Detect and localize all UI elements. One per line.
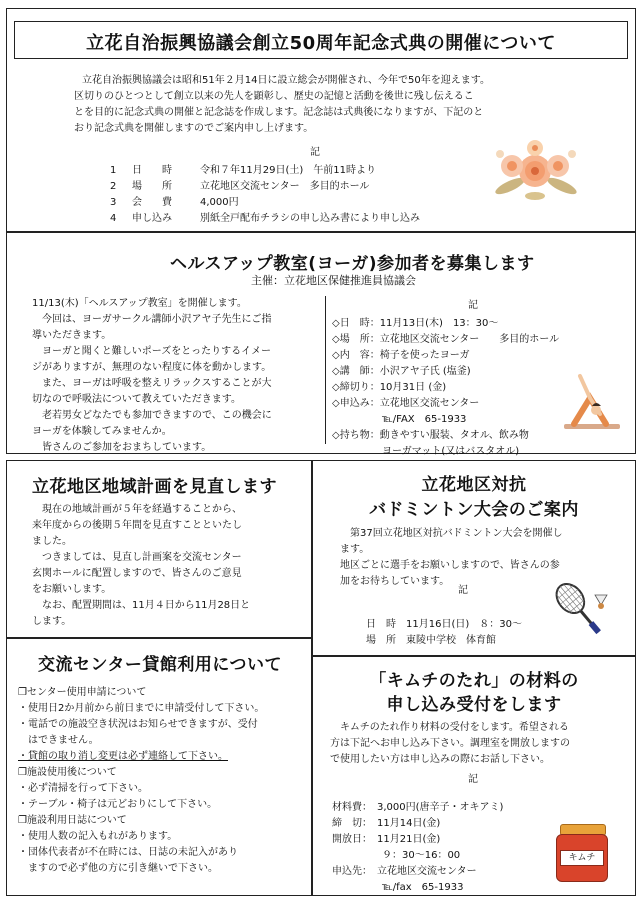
yoga-detail-line: ℡/FAX 65-1933 bbox=[332, 414, 467, 425]
item-label: 日 時 bbox=[132, 165, 172, 176]
rental-line: ・必ず清掃を行って下さい。 bbox=[18, 783, 148, 794]
jar-label: キムチ bbox=[560, 850, 604, 866]
kimchi-body-line: キムチのたれ作り材料の受付をします。希望される bbox=[330, 722, 569, 733]
plan-body-line: します。 bbox=[32, 616, 72, 627]
yoga-detail-line: ◇日 時：11月13日(木) 13：30～ bbox=[332, 318, 499, 329]
rental-line: ・テーブル・椅子は元どおりにして下さい。 bbox=[18, 799, 218, 810]
badminton-body-line: 加をお待ちしています。 bbox=[340, 576, 450, 587]
rental-line: ・団体代表者が不在時には、日誌の未記入があり bbox=[18, 847, 238, 858]
rental-line: ・使用人数の記入もれがあります。 bbox=[18, 831, 178, 842]
yoga-body-line: 11/13(木)「ヘルスアップ教室」を開催します。 bbox=[32, 298, 247, 309]
yoga-detail-line: ◇場 所：立花地区交流センター 多目的ホール bbox=[332, 334, 560, 345]
rental-line-emphasis: ・貸館の取り消し変更は必ず連絡して下さい。 bbox=[18, 751, 228, 762]
rental-line: ますので必ず他の方に引き継いで下さい。 bbox=[18, 863, 218, 874]
kimchi-jar-illustration bbox=[556, 824, 608, 882]
rental-line: ❐センター使用申請について bbox=[18, 687, 147, 698]
plan-body-line: なお、配置期間は、11月４日から11月28日と bbox=[32, 600, 251, 611]
item-label: 申し込み bbox=[132, 213, 172, 224]
anniversary-intro-line: とを目的に記念式典の開催と記念誌を作成します。記念誌は式典後になりますが、下記のと bbox=[74, 107, 484, 118]
plan-body-line: つきましては、見直し計画案を交流センター bbox=[32, 552, 242, 563]
badminton-detail-place: 場 所 東陵中学校 体育館 bbox=[366, 635, 496, 646]
anniversary-intro-line: おり記念式典を開催しますのでご案内申し上げます。 bbox=[74, 123, 314, 134]
yoga-body-line: 老若男女どなたでも参加できますので、この機会に bbox=[32, 410, 272, 421]
kimchi-detail-line: 材料費： 3,000円(唐辛子・オキアミ) bbox=[332, 802, 504, 813]
yoga-detail-line: ◇内 容：椅子を使ったヨーガ bbox=[332, 350, 470, 361]
rental-line: ・電話での施設空き状況はお知らせできますが、受付 bbox=[18, 719, 258, 730]
rental-title: 交流センター貸館利用について bbox=[38, 655, 282, 675]
yoga-divider bbox=[325, 296, 326, 444]
yoga-body-line: ヨーガと聞くと難しいポーズをとったりするイメー bbox=[32, 346, 271, 357]
yoga-ki: 記 bbox=[468, 300, 478, 311]
yoga-organizer: 主催：立花地区保健推進員協議会 bbox=[251, 274, 416, 287]
rental-line: ・使用日2か月前から前日までに申請受付して下さい。 bbox=[18, 703, 265, 714]
item-value: 4,000円 bbox=[200, 197, 239, 208]
badminton-ki: 記 bbox=[458, 585, 468, 596]
kimchi-ki: 記 bbox=[468, 774, 478, 785]
item-value: 令和７年11月29日(土) 午前11時より bbox=[200, 165, 376, 176]
plan-body-line: ました。 bbox=[32, 536, 72, 547]
kimchi-title-line1: 「キムチのたれ」の材料の bbox=[369, 671, 579, 691]
badminton-title-line1: 立花地区対抗 bbox=[421, 475, 527, 495]
anniversary-intro-line: 立花自治振興協議会は昭和51年２月14日に設立総会が開催され、今年で50年を迎えます。 bbox=[82, 75, 490, 86]
kimchi-body-line: 方は下記へお申し込み下さい。調理室を開放しますの bbox=[330, 738, 570, 749]
rental-line: はできません。 bbox=[18, 735, 99, 746]
kimchi-detail-line: 申込先： 立花地区交流センター bbox=[332, 866, 477, 877]
yoga-body-line: ジがありますが、無理のない程度に体を動かします。 bbox=[32, 362, 272, 373]
yoga-body-line: ヨーガを体験してみませんか。 bbox=[32, 426, 172, 437]
yoga-body-line: また、ヨーガは呼吸を整えリラックスすることが大 bbox=[32, 378, 272, 389]
badminton-detail-date: 日 時 11月16日(日) ８：30～ bbox=[366, 619, 522, 630]
rental-line: ❐施設利用日誌について bbox=[18, 815, 127, 826]
yoga-detail-line: ヨーガマット(又はバスタオル) bbox=[332, 446, 520, 457]
badminton-racket-icon bbox=[545, 575, 615, 645]
anniversary-intro-line: 区切りのひとつとして創立以来の先人を顕彰し、歴史の記憶と活動を後世に残し伝えるこ bbox=[74, 91, 474, 102]
yoga-detail-line: ◇申込み：立花地区交流センター bbox=[332, 398, 480, 409]
yoga-body-line: 切なので呼吸法について教えていただきます。 bbox=[32, 394, 241, 405]
item-label: 会 費 bbox=[132, 197, 172, 208]
kimchi-body-line: で使用したい方は申し込みの際にお話し下さい。 bbox=[330, 754, 550, 765]
item-number: 2 bbox=[110, 181, 117, 192]
badminton-body-line: ます。 bbox=[340, 544, 370, 555]
kimchi-detail-line: ℡/fax 65-1933 bbox=[332, 882, 464, 893]
yoga-detail-line: ◇講 師：小沢アヤ子氏 (塩釜) bbox=[332, 366, 471, 377]
item-number: 3 bbox=[110, 197, 117, 208]
item-value: 立花地区交流センター 多目的ホール bbox=[200, 181, 370, 192]
kimchi-detail-line: 締 切： 11月14日(金) bbox=[332, 818, 441, 829]
item-number: 1 bbox=[110, 165, 117, 176]
yoga-detail-line: ◇持ち物：動きやすい服装、タオル、飲み物 bbox=[332, 430, 529, 441]
plan-body-line: 玄関ホールに配置しますので、皆さんのご意見 bbox=[32, 568, 242, 579]
kimchi-detail-line: 開放日： 11月21日(金) bbox=[332, 834, 441, 845]
item-value: 別紙全戸配布チラシの申し込み書により申し込み bbox=[200, 213, 420, 224]
yoga-body-line: 今回は、ヨーガサークル講師小沢アヤ子先生にご指 bbox=[32, 314, 272, 325]
badminton-body-line: 第37回立花地区対抗バドミントン大会を開催し bbox=[340, 528, 563, 539]
plan-title: 立花地区地域計画を見直します bbox=[32, 477, 277, 497]
yoga-body-line: 導いただきます。 bbox=[32, 330, 112, 341]
yoga-pose-illustration bbox=[560, 370, 622, 432]
yoga-body-line: 皆さんのご参加をおまちしています。 bbox=[32, 442, 212, 453]
anniversary-title: 立花自治振興協議会創立50周年記念式典の開催について bbox=[86, 33, 556, 54]
item-label: 場 所 bbox=[132, 181, 172, 192]
plan-body-line: をお願いします。 bbox=[32, 584, 112, 595]
badminton-body-line: 地区ごとに選手をお願いしますので、皆さんの参 bbox=[340, 560, 560, 571]
anniversary-ki: 記 bbox=[310, 147, 320, 158]
kimchi-detail-line: ９：30～16：00 bbox=[332, 850, 461, 861]
plan-body-line: 来年度からの後期５年間を見直すことといたし bbox=[32, 520, 242, 531]
kimchi-title-line2: 申し込み受付をします bbox=[386, 695, 562, 715]
yoga-detail-line: ◇締切り：10月31日 (金) bbox=[332, 382, 447, 393]
badminton-title-line2: バドミントン大会のご案内 bbox=[369, 500, 579, 520]
yoga-title: ヘルスアップ教室(ヨーガ)参加者を募集します bbox=[170, 254, 535, 274]
flower-bouquet-illustration bbox=[490, 136, 580, 206]
rental-line: ❐施設使用後について bbox=[18, 767, 117, 778]
plan-body-line: 現在の地域計画が５年を経過することから、 bbox=[32, 504, 242, 515]
item-number: 4 bbox=[110, 213, 117, 224]
